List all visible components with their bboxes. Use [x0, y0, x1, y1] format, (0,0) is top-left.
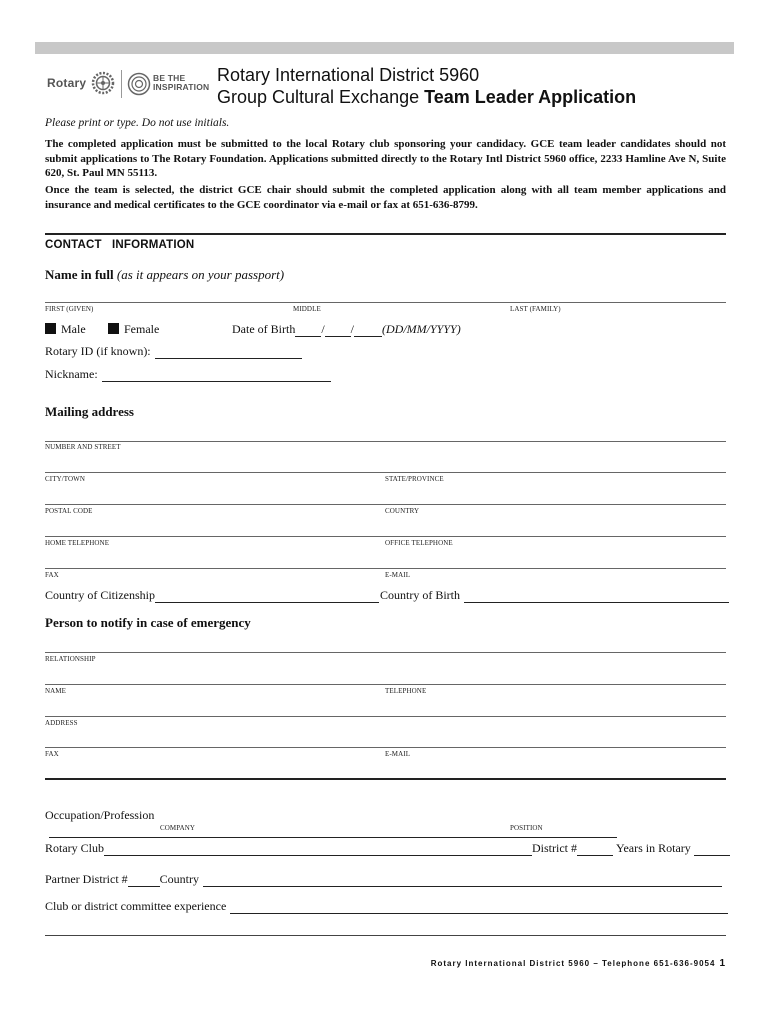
emergency-address-line[interactable]	[45, 716, 726, 717]
middle-name-label: MIDDLE	[293, 305, 321, 313]
partner-country-blank[interactable]	[203, 874, 722, 887]
title-line-1: Rotary International District 5960	[217, 65, 480, 85]
name-heading: Name in full (as it appears on your passport)	[45, 267, 285, 282]
fax-label: FAX	[45, 571, 59, 579]
page-number: 1	[719, 958, 725, 969]
occupation-field[interactable]: Occupation/Profession	[45, 808, 726, 838]
citizenship-blank[interactable]	[155, 590, 379, 603]
rotary-id-blank[interactable]	[155, 346, 302, 359]
male-option[interactable]: Male	[45, 322, 86, 337]
city-state-line[interactable]	[45, 472, 726, 473]
female-checkbox[interactable]	[108, 323, 119, 334]
rotary-wordmark: Rotary	[47, 76, 87, 90]
rotary-id-field[interactable]: Rotary ID (if known):	[45, 344, 302, 359]
city-label: CITY/TOWN	[45, 475, 86, 483]
partner-district-row[interactable]: Partner District # Country	[45, 872, 726, 887]
district-blank[interactable]	[577, 843, 613, 856]
section-divider	[45, 233, 726, 235]
emergency-heading: Person to notify in case of emergency	[45, 615, 251, 630]
years-blank[interactable]	[694, 843, 730, 856]
committee-blank[interactable]	[230, 901, 728, 914]
female-option[interactable]: Female	[108, 322, 159, 337]
company-label: COMPANY	[160, 824, 196, 832]
birth-country-field[interactable]: Country of Birth	[380, 588, 729, 603]
committee-row[interactable]: Club or district committee experience	[45, 899, 726, 914]
dob-field[interactable]: Date of Birth / / (DD/MM/YYYY)	[232, 322, 461, 336]
dob-year-blank[interactable]	[354, 324, 382, 337]
state-label: STATE/PROVINCE	[385, 475, 444, 483]
emergency-fax-label: FAX	[45, 750, 59, 758]
emergency-fax-line[interactable]	[45, 747, 726, 748]
logo-lockup	[47, 68, 210, 100]
section-divider	[45, 778, 726, 780]
street-line[interactable]	[45, 441, 726, 442]
emergency-telephone-label: TELEPHONE	[385, 687, 427, 695]
logo-divider	[121, 70, 122, 98]
email-label: E-MAIL	[385, 571, 411, 579]
instructions: Please print or type. Do not use initials.	[45, 117, 230, 129]
title-line-2: Group Cultural Exchange Team Leader Application	[217, 87, 637, 107]
dob-month-blank[interactable]	[325, 324, 351, 337]
partner-district-blank[interactable]	[128, 874, 160, 887]
contact-heading: CONTACT INFORMATION	[45, 239, 195, 251]
postal-country-line[interactable]	[45, 504, 726, 505]
emergency-name-line[interactable]	[45, 684, 726, 685]
position-label: POSITION	[510, 824, 543, 832]
be-the-inspiration-icon	[127, 72, 151, 96]
relationship-line[interactable]	[45, 652, 726, 653]
be-the-inspiration-text: BE THE INSPIRATION	[153, 73, 210, 92]
name-field-line[interactable]	[45, 302, 726, 303]
citizenship-field[interactable]: Country of Citizenship	[45, 588, 379, 603]
relationship-label: RELATIONSHIP	[45, 655, 96, 663]
first-name-label: FIRST (GIVEN)	[45, 305, 94, 313]
rotary-club-blank[interactable]	[104, 843, 532, 856]
nickname-field[interactable]: Nickname:	[45, 367, 331, 382]
emergency-email-label: E-MAIL	[385, 750, 411, 758]
office-telephone-label: OFFICE TELEPHONE	[385, 539, 453, 547]
submission-paragraph: The completed application must be submitted to the local Rotary club sponsoring your candidacy. GCE team leader candidates should not submit applications to The Rotary Foundation. Applications submitted directly to the Rotary Intl District 5960 office, 2233 Hamline Ave N, Suite 620, St. Paul MN 55113.	[45, 138, 726, 179]
postal-label: POSTAL CODE	[45, 507, 93, 515]
emergency-name-label: NAME	[45, 687, 67, 695]
mailing-heading: Mailing address	[45, 404, 134, 419]
country-label: COUNTRY	[385, 507, 420, 515]
birth-country-blank[interactable]	[464, 590, 729, 603]
footer: Rotary International District 5960 – Telephone 651-636-9054 1	[430, 958, 725, 969]
emergency-address-label: ADDRESS	[45, 719, 78, 727]
rotary-wheel-icon	[91, 71, 115, 95]
last-name-label: LAST (FAMILY)	[510, 305, 561, 313]
selection-paragraph: Once the team is selected, the district GCE chair should submit the completed application along with all team member applications and insurance and medical certificates to the GCE coordinator via e-mail or fax at 651-636-8799.	[45, 184, 726, 211]
street-label: NUMBER AND STREET	[45, 443, 121, 451]
nickname-blank[interactable]	[102, 369, 331, 382]
male-checkbox[interactable]	[45, 323, 56, 334]
home-telephone-label: HOME TELEPHONE	[45, 539, 110, 547]
telephone-line[interactable]	[45, 536, 726, 537]
rotary-club-row[interactable]: Rotary Club District # Years in Rotary	[45, 841, 726, 856]
dob-day-blank[interactable]	[295, 324, 321, 337]
fax-email-line[interactable]	[45, 568, 726, 569]
header-bar	[35, 42, 734, 54]
footer-rule	[45, 935, 726, 936]
